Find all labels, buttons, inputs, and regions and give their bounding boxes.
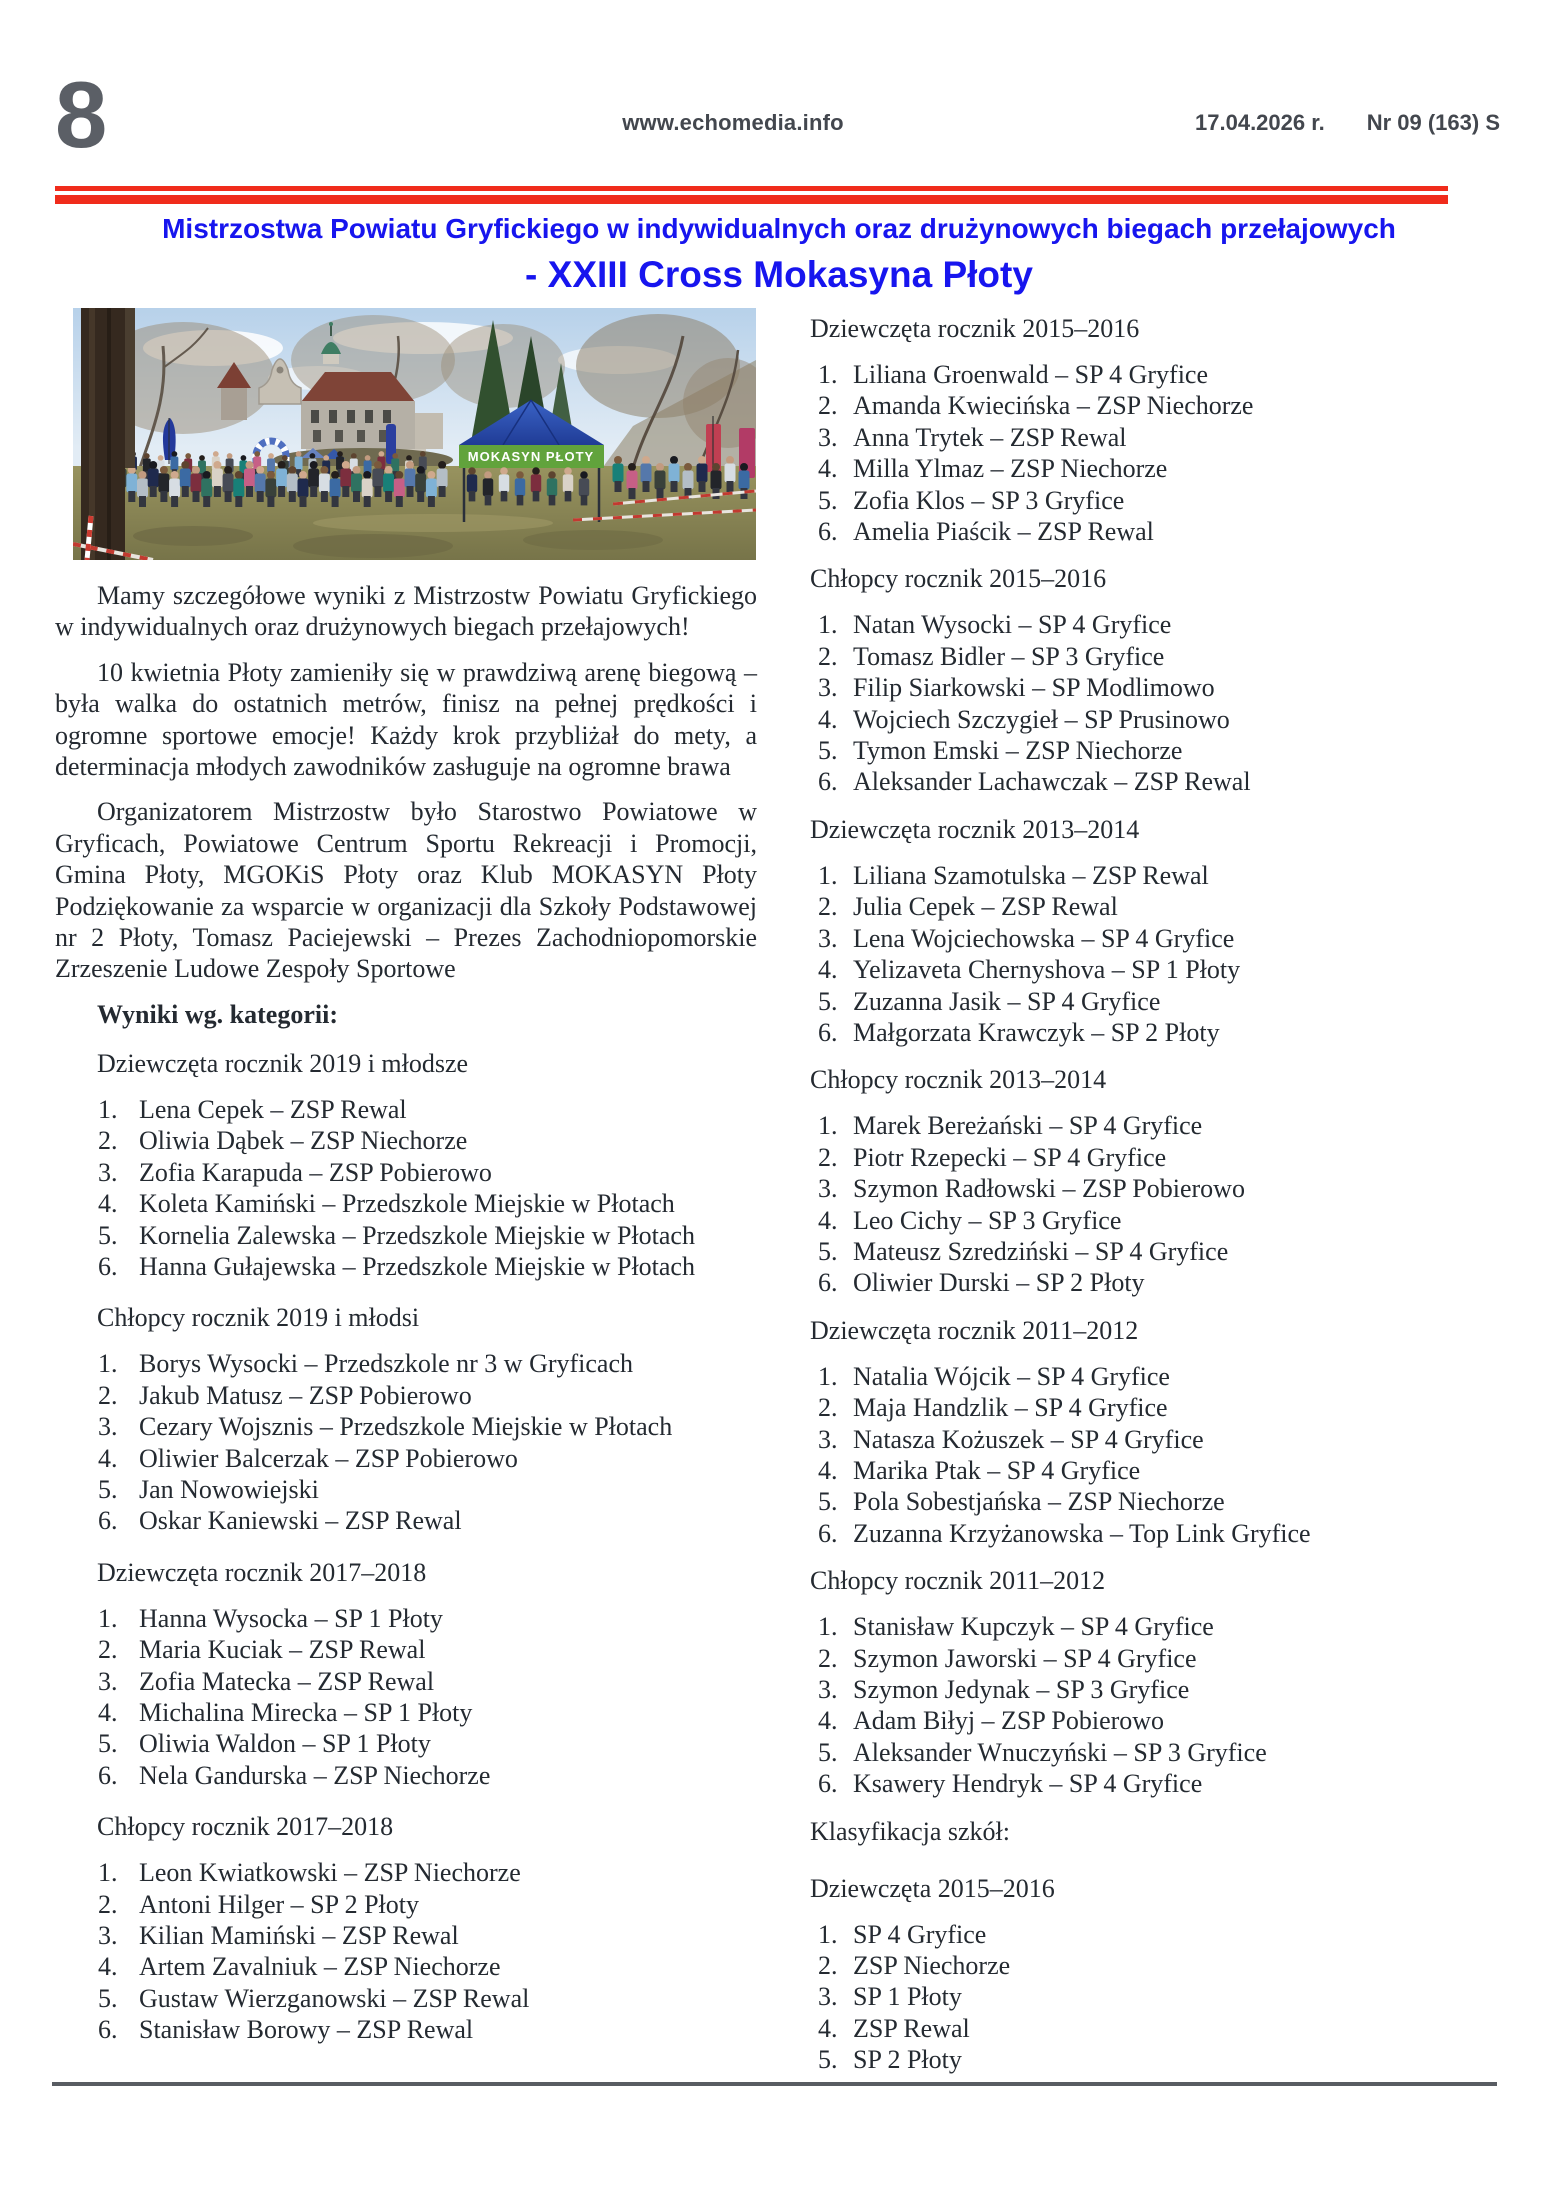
- entry-number: 2.: [818, 1142, 838, 1172]
- entry-text: Mateusz Szredziński – SP 4 Gryfice: [853, 1236, 1229, 1266]
- entry-number: 4.: [98, 1189, 118, 1219]
- entry-number: 2.: [818, 1393, 838, 1423]
- article-paragraph: Mamy szczegółowe wyniki z Mistrzostw Powiatu Gryfickiego w indywidualnych oraz drużynowych biegach przełajowych!: [55, 581, 757, 642]
- entry-number: 5.: [98, 1983, 118, 2013]
- entry-text: Leo Cichy – SP 3 Gryfice: [853, 1205, 1122, 1235]
- entry-number: 1.: [98, 1858, 118, 1888]
- entry-text: Amanda Kwiecińska – ZSP Niechorze: [853, 391, 1254, 421]
- entry-number: 2.: [818, 1951, 838, 1981]
- entry-text: Zuzanna Krzyżanowska – Top Link Gryfice: [853, 1518, 1311, 1548]
- result-entry: [55, 1188, 757, 1219]
- entry-text: ZSP Rewal: [853, 2013, 970, 2043]
- entry-text: Milla Ylmaz – ZSP Niechorze: [853, 454, 1168, 484]
- entry-text: Natan Wysocki – SP 4 Gryfice: [853, 610, 1172, 640]
- result-entry: [790, 923, 1505, 954]
- result-entry: [790, 735, 1505, 766]
- entry-number: 5.: [818, 2045, 838, 2075]
- category-title: Chłopcy rocznik 2019 i młodsi: [97, 1303, 420, 1333]
- entry-number: 2.: [98, 1126, 118, 1156]
- entry-number: 4.: [98, 1697, 118, 1727]
- entry-number: 5.: [98, 1729, 118, 1759]
- entry-number: 1.: [818, 1919, 838, 1949]
- entry-text: Natalia Wójcik – SP 4 Gryfice: [853, 1361, 1170, 1391]
- entry-text: Leon Kwiatkowski – ZSP Niechorze: [139, 1858, 521, 1888]
- result-list: [55, 1603, 757, 1791]
- entry-text: Yelizaveta Chernyshova – SP 1 Płoty: [853, 955, 1241, 985]
- result-entry: [790, 359, 1505, 390]
- entry-text: Kilian Mamiński – ZSP Rewal: [139, 1921, 459, 1950]
- result-entry: [790, 485, 1505, 516]
- entry-text: Oskar Kaniewski – ZSP Rewal: [139, 1506, 462, 1536]
- entry-text: Antoni Hilger – SP 2 Płoty: [139, 1889, 420, 1919]
- entry-number: 1.: [818, 1361, 838, 1391]
- result-entry: [55, 1505, 757, 1536]
- result-entry: [55, 1697, 757, 1728]
- result-entry: [790, 1017, 1505, 1048]
- entry-text: Hanna Gułajewska – Przedszkole Miejskie w Płotach: [139, 1251, 695, 1281]
- tent-banner-text: MOKASYN PŁOTY: [467, 449, 595, 464]
- header-double-rule: [55, 186, 1448, 204]
- result-entry: [55, 1251, 757, 1282]
- entry-number: 3.: [98, 1666, 118, 1696]
- event-photo-illustration: [73, 308, 756, 560]
- entry-number: 3.: [818, 1424, 838, 1454]
- entry-text: Aleksander Lachawczak – ZSP Rewal: [853, 767, 1251, 797]
- entry-number: 4.: [98, 1443, 118, 1473]
- entry-number: 5.: [818, 986, 838, 1016]
- result-list: [55, 1094, 757, 1282]
- result-entry: [790, 1205, 1505, 1236]
- result-entry: [790, 641, 1505, 672]
- category-title: Dziewczęta rocznik 2017–2018: [97, 1557, 427, 1587]
- result-entry: [55, 1157, 757, 1188]
- entry-text: Filip Siarkowski – SP Modlimowo: [853, 673, 1215, 703]
- result-entry: [55, 1889, 757, 1920]
- result-entry: [790, 766, 1505, 797]
- result-entry: [790, 860, 1505, 891]
- entry-number: 5.: [98, 1474, 118, 1504]
- entry-text: Stanisław Borowy – ZSP Rewal: [139, 2015, 474, 2045]
- result-entry: [790, 704, 1505, 735]
- entry-text: Zofia Matecka – ZSP Rewal: [139, 1666, 435, 1696]
- entry-text: Julia Cepek – ZSP Rewal: [853, 892, 1118, 922]
- result-entry: [790, 1950, 1505, 1981]
- result-category: [55, 1811, 757, 2045]
- entry-text: Zofia Karapuda – ZSP Pobierowo: [139, 1157, 492, 1187]
- result-entry: [790, 1674, 1505, 1705]
- category-title: Dziewczęta rocznik 2015–2016: [810, 314, 1140, 343]
- entry-number: 3.: [818, 1982, 838, 2012]
- entry-number: 4.: [98, 1952, 118, 1982]
- result-entry: [790, 1981, 1505, 2012]
- left-categories: [55, 1048, 757, 2046]
- issue-info: [1195, 110, 1500, 136]
- entry-number: 2.: [818, 1643, 838, 1673]
- result-entry: [790, 1173, 1505, 1204]
- left-column: [55, 308, 757, 2066]
- result-entry: [790, 609, 1505, 640]
- result-entry: [790, 1424, 1505, 1455]
- results-heading: Wyniki wg. kategorii:: [97, 999, 338, 1029]
- entry-text: Jan Nowowiejski: [139, 1474, 319, 1504]
- entry-text: Artem Zavalniuk – ZSP Niechorze: [139, 1952, 501, 1982]
- entry-text: Cezary Wojsznis – Przedszkole Miejskie w Płotach: [139, 1412, 673, 1442]
- entry-number: 1.: [818, 860, 838, 890]
- result-list: [55, 1857, 757, 2045]
- entry-number: 1.: [818, 610, 838, 640]
- result-entry: [790, 1486, 1505, 1517]
- entry-number: 4.: [818, 454, 838, 484]
- entry-number: 6.: [818, 1769, 838, 1799]
- entry-text: Natasza Kożuszek – SP 4 Gryfice: [853, 1424, 1204, 1454]
- entry-number: 4.: [818, 955, 838, 985]
- entry-text: Maja Handzlik – SP 4 Gryfice: [853, 1393, 1168, 1423]
- result-entry: [55, 1634, 757, 1665]
- page-number: 8: [55, 62, 108, 167]
- entry-number: 3.: [98, 1921, 118, 1950]
- result-entry: [790, 1737, 1505, 1768]
- result-entry: [790, 1919, 1505, 1950]
- classification-heading: Klasyfikacja szkół:: [810, 1816, 1010, 1846]
- entry-text: Lena Cepek – ZSP Rewal: [139, 1094, 407, 1124]
- entry-number: 3.: [818, 422, 838, 452]
- entry-text: Szymon Jedynak – SP 3 Gryfice: [853, 1675, 1190, 1704]
- entry-number: 6.: [98, 1760, 118, 1790]
- result-entry: [790, 2013, 1505, 2044]
- entry-number: 5.: [818, 1487, 838, 1517]
- result-entry: [55, 1920, 757, 1951]
- category-title: Dziewczęta rocznik 2013–2014: [810, 814, 1140, 844]
- right-column: [790, 313, 1505, 2092]
- entry-number: 3.: [818, 923, 838, 953]
- entry-text: Adam Biłyj – ZSP Pobierowo: [853, 1706, 1165, 1736]
- entry-text: Marika Ptak – SP 4 Gryfice: [853, 1455, 1141, 1485]
- result-entry: [790, 1361, 1505, 1392]
- article-title-line2: - XXIII Cross Mokasyna Płoty: [525, 254, 1033, 295]
- entry-number: 3.: [818, 1675, 838, 1704]
- result-entry: [790, 986, 1505, 1017]
- result-category: [55, 1302, 757, 1536]
- result-category: [790, 1873, 1505, 2076]
- result-category: [790, 814, 1505, 1048]
- entry-number: 2.: [818, 892, 838, 922]
- entry-number: 1.: [818, 360, 838, 389]
- result-entry: [790, 1643, 1505, 1674]
- entry-text: SP 1 Płoty: [853, 1982, 962, 2012]
- result-list: [55, 1348, 757, 1536]
- entry-text: Szymon Radłowski – ZSP Pobierowo: [853, 1174, 1245, 1204]
- entry-text: Pola Sobestjańska – ZSP Niechorze: [853, 1487, 1225, 1517]
- result-entry: [790, 1768, 1505, 1799]
- entry-number: 1.: [818, 1612, 838, 1642]
- entry-text: Hanna Wysocka – SP 1 Płoty: [139, 1603, 443, 1633]
- entry-number: 2.: [98, 1380, 118, 1410]
- result-list: [790, 609, 1505, 797]
- result-entry: [55, 1094, 757, 1125]
- result-entry: [790, 390, 1505, 421]
- entry-number: 3.: [818, 1174, 838, 1204]
- entry-text: Wojciech Szczygieł – SP Prusinowo: [853, 704, 1230, 734]
- entry-text: Gustaw Wierzganowski – ZSP Rewal: [139, 1983, 530, 2013]
- result-entry: [55, 2014, 757, 2045]
- category-title: Chłopcy rocznik 2011–2012: [810, 1566, 1106, 1596]
- result-list: [790, 1110, 1505, 1298]
- result-entry: [790, 1705, 1505, 1736]
- entry-text: Jakub Matusz – ZSP Pobierowo: [139, 1380, 472, 1410]
- result-category: [790, 1315, 1505, 1549]
- entry-number: 5.: [818, 485, 838, 515]
- category-title: Dziewczęta 2015–2016: [810, 1873, 1055, 1903]
- result-entry: [55, 1443, 757, 1474]
- entry-text: Maria Kuciak – ZSP Rewal: [139, 1635, 426, 1665]
- entry-text: Kornelia Zalewska – Przedszkole Miejskie w Płotach: [139, 1220, 695, 1250]
- entry-number: 3.: [818, 673, 838, 703]
- entry-number: 5.: [818, 736, 838, 766]
- event-photo: [73, 308, 756, 560]
- result-entry: [55, 1983, 757, 2014]
- entry-number: 2.: [818, 391, 838, 421]
- entry-text: Nela Gandurska – ZSP Niechorze: [139, 1760, 491, 1790]
- result-entry: [55, 1951, 757, 1982]
- entry-text: Oliwier Balcerzak – ZSP Pobierowo: [139, 1443, 518, 1473]
- entry-number: 6.: [98, 1251, 118, 1281]
- entry-number: 6.: [818, 1268, 838, 1298]
- result-entry: [790, 1455, 1505, 1486]
- entry-text: Małgorzata Krawczyk – SP 2 Płoty: [853, 1017, 1220, 1047]
- entry-text: Liliana Groenwald – SP 4 Gryfice: [853, 360, 1208, 389]
- result-entry: [790, 1236, 1505, 1267]
- result-entry: [790, 1518, 1505, 1549]
- result-list: [790, 1611, 1505, 1799]
- issue-number: Nr 09 (163) S: [1366, 110, 1500, 135]
- entry-number: 6.: [98, 2015, 118, 2045]
- result-entry: [790, 453, 1505, 484]
- category-title: Chłopcy rocznik 2017–2018: [97, 1812, 394, 1842]
- article-paragraph: Organizatorem Mistrzostw było Starostwo Powiatowe w Gryficach, Powiatowe Centrum Sportu Rekreacji i Promocji, Gmina Płoty, MGOKiS Płoty oraz Klub MOKASYN Płoty Podziękowanie za wsparcie w organizacji dla Szkoły Podstawowej nr 2 Płoty, Tomasz Paciejewski – Prezes Zachodniopomorskie Zrzeszenie Ludowe Zespoły Sportowe: [55, 797, 757, 984]
- entry-text: Liliana Szamotulska – ZSP Rewal: [853, 860, 1209, 890]
- entry-number: 1.: [98, 1094, 118, 1124]
- entry-number: 3.: [98, 1157, 118, 1187]
- article-paragraph: 10 kwietnia Płoty zamieniły się w prawdziwą arenę biegową – była walka do ostatnich metrów, finisz na pełnej prędkości i ogromne sportowe emocje! Każdy krok przybliżał do mety, a determinacja młodych zawodników zasługuje na ogromne brawa: [55, 657, 757, 782]
- entry-text: Ksawery Hendryk – SP 4 Gryfice: [853, 1769, 1203, 1799]
- entry-text: Amelia Piaścik – ZSP Rewal: [853, 517, 1154, 547]
- school-categories: [790, 1873, 1505, 2076]
- entry-text: Borys Wysocki – Przedszkole nr 3 w Gryficach: [139, 1349, 633, 1379]
- entry-text: Zuzanna Jasik – SP 4 Gryfice: [853, 986, 1161, 1016]
- footer-rule: [52, 2082, 1497, 2086]
- result-entry: [790, 1142, 1505, 1173]
- entry-number: 4.: [818, 1455, 838, 1485]
- right-categories: [790, 313, 1505, 1800]
- entry-text: Marek Bereżański – SP 4 Gryfice: [853, 1111, 1203, 1141]
- entry-number: 5.: [818, 1737, 838, 1767]
- result-entry: [55, 1411, 757, 1442]
- result-entry: [55, 1348, 757, 1379]
- entry-text: Oliwia Waldon – SP 1 Płoty: [139, 1729, 431, 1759]
- entry-text: Aleksander Wnuczyński – SP 3 Gryfice: [853, 1737, 1267, 1767]
- result-entry: [55, 1474, 757, 1505]
- article-title-line1: Mistrzostwa Powiatu Gryfickiego w indywidualnych oraz drużynowych biegach przełajowych: [162, 213, 1396, 244]
- entry-text: Szymon Jaworski – SP 4 Gryfice: [853, 1643, 1197, 1673]
- result-category: [790, 563, 1505, 797]
- entry-text: Piotr Rzepecki – SP 4 Gryfice: [853, 1142, 1167, 1172]
- result-entry: [790, 1392, 1505, 1423]
- category-title: Dziewczęta rocznik 2019 i młodsze: [97, 1048, 469, 1078]
- result-list: [790, 860, 1505, 1048]
- result-list: [790, 1361, 1505, 1549]
- result-entry: [790, 891, 1505, 922]
- result-entry: [790, 1110, 1505, 1141]
- result-entry: [55, 1666, 757, 1697]
- result-entry: [790, 672, 1505, 703]
- result-entry: [55, 1125, 757, 1156]
- entry-text: Tymon Emski – ZSP Niechorze: [853, 736, 1183, 766]
- category-title: Chłopcy rocznik 2015–2016: [810, 564, 1107, 594]
- entry-text: Koleta Kamiński – Przedszkole Miejskie w Płotach: [139, 1189, 675, 1219]
- entry-number: 5.: [98, 1220, 118, 1250]
- page-header: [55, 0, 1500, 200]
- entry-number: 4.: [818, 704, 838, 734]
- entry-number: 4.: [818, 2013, 838, 2043]
- result-list: [790, 1919, 1505, 2076]
- result-entry: [790, 2044, 1505, 2075]
- entry-text: Oliwier Durski – SP 2 Płoty: [853, 1268, 1145, 1298]
- entry-text: Zofia Klos – SP 3 Gryfice: [853, 485, 1125, 515]
- issue-date: 17.04.2026 r.: [1195, 110, 1325, 135]
- entry-number: 2.: [98, 1889, 118, 1919]
- category-title: Dziewczęta rocznik 2011–2012: [810, 1315, 1139, 1345]
- entry-text: Tomasz Bidler – SP 3 Gryfice: [853, 641, 1165, 671]
- entry-text: Oliwia Dąbek – ZSP Niechorze: [139, 1126, 468, 1156]
- result-category: [55, 1557, 757, 1791]
- entry-number: 3.: [98, 1412, 118, 1442]
- entry-number: 1.: [818, 1111, 838, 1141]
- result-entry: [790, 516, 1505, 547]
- entry-number: 6.: [818, 767, 838, 797]
- result-entry: [790, 1611, 1505, 1642]
- result-entry: [55, 1728, 757, 1759]
- category-title: Chłopcy rocznik 2013–2014: [810, 1065, 1107, 1095]
- entry-number: 2.: [818, 641, 838, 671]
- entry-text: Anna Trytek – ZSP Rewal: [853, 422, 1127, 452]
- entry-text: SP 2 Płoty: [853, 2045, 962, 2075]
- entry-text: Stanisław Kupczyk – SP 4 Gryfice: [853, 1612, 1214, 1642]
- result-category: [790, 313, 1505, 547]
- result-entry: [55, 1760, 757, 1791]
- result-category: [790, 1064, 1505, 1298]
- article-titles: [30, 212, 1528, 297]
- entry-number: 6.: [98, 1506, 118, 1536]
- result-entry: [55, 1220, 757, 1251]
- website-url: www.echomedia.info: [622, 110, 844, 135]
- entry-text: Lena Wojciechowska – SP 4 Gryfice: [853, 923, 1235, 953]
- result-entry: [55, 1603, 757, 1634]
- result-list: [790, 359, 1505, 547]
- result-entry: [55, 1380, 757, 1411]
- result-entry: [790, 422, 1505, 453]
- result-category: [790, 1565, 1505, 1799]
- entry-number: 6.: [818, 1518, 838, 1548]
- result-category: [55, 1048, 757, 1282]
- entry-number: 4.: [818, 1205, 838, 1235]
- entry-text: Michalina Mirecka – SP 1 Płoty: [139, 1697, 473, 1727]
- result-entry: [55, 1857, 757, 1888]
- entry-text: ZSP Niechorze: [853, 1951, 1011, 1981]
- entry-number: 2.: [98, 1635, 118, 1665]
- entry-number: 4.: [818, 1706, 838, 1736]
- entry-number: 6.: [818, 517, 838, 547]
- entry-number: 5.: [818, 1236, 838, 1266]
- entry-number: 6.: [818, 1017, 838, 1047]
- entry-text: SP 4 Gryfice: [853, 1919, 987, 1949]
- result-entry: [790, 1267, 1505, 1298]
- entry-number: 1.: [98, 1603, 118, 1633]
- result-entry: [790, 954, 1505, 985]
- entry-number: 1.: [98, 1349, 118, 1379]
